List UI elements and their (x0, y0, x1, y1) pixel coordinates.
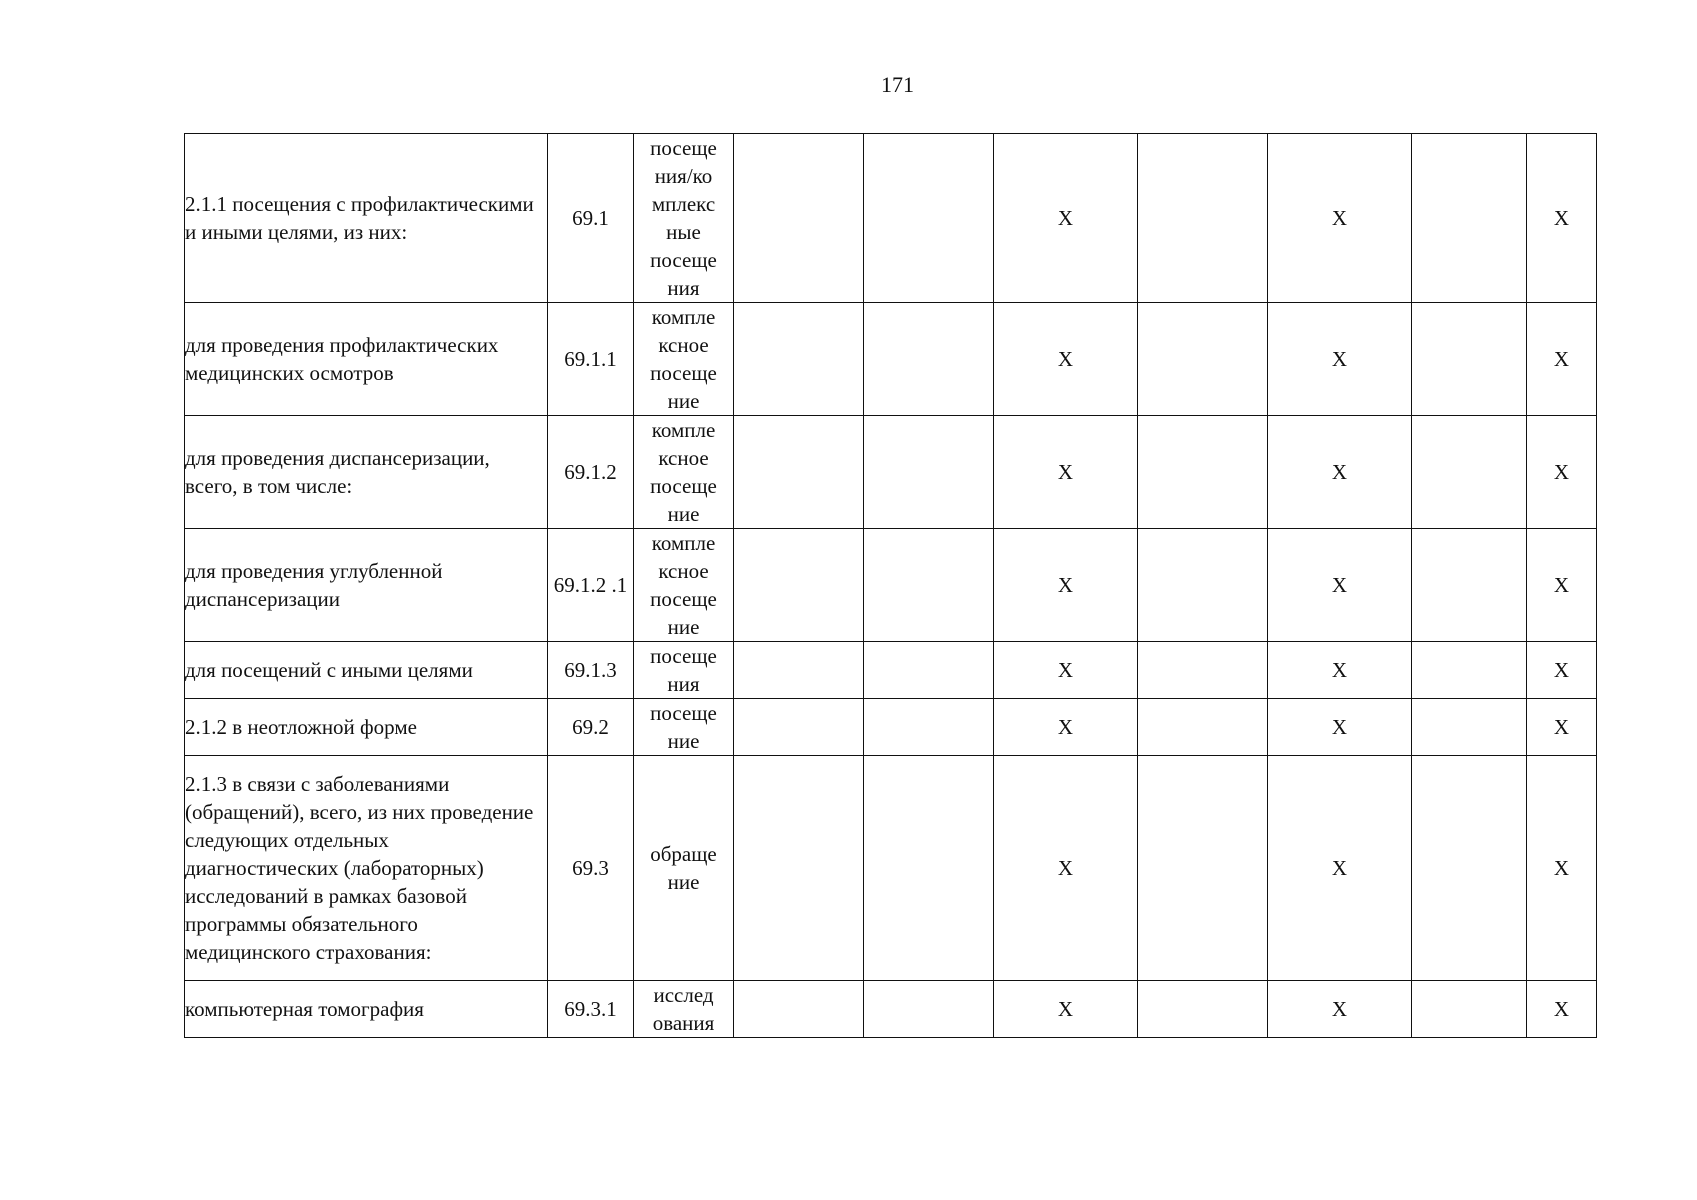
value-cell (734, 981, 864, 1038)
row-code: 69.1.1 (548, 303, 634, 416)
row-unit: исслед ования (634, 981, 734, 1038)
value-cell (864, 416, 994, 529)
value-cell (1138, 756, 1268, 981)
value-cell (864, 981, 994, 1038)
x-mark-cell: X (994, 134, 1138, 303)
row-code: 69.2 (548, 699, 634, 756)
x-mark-cell: X (1268, 529, 1412, 642)
row-unit: посеще ния/ко мплекс ные посеще ния (634, 134, 734, 303)
x-mark-cell: X (994, 303, 1138, 416)
row-name: 2.1.2 в неотложной форме (185, 699, 548, 756)
row-name: 2.1.1 посещения с профилактическими и иными целями, из них: (185, 134, 548, 303)
value-cell (734, 756, 864, 981)
x-mark-cell: X (994, 756, 1138, 981)
table-row (185, 756, 1597, 981)
row-code: 69.3.1 (548, 981, 634, 1038)
row-unit: посеще ние (634, 699, 734, 756)
value-cell (1412, 642, 1527, 699)
value-cell (864, 699, 994, 756)
value-cell (1138, 642, 1268, 699)
page-number: 171 (881, 72, 914, 97)
value-cell (734, 303, 864, 416)
row-code: 69.1 (548, 134, 634, 303)
table-row (185, 529, 1597, 642)
row-name: компьютерная томография (185, 981, 548, 1038)
x-mark-cell: X (994, 699, 1138, 756)
row-unit: обраще ние (634, 756, 734, 981)
x-mark-cell: X (994, 642, 1138, 699)
x-mark-cell: X (994, 416, 1138, 529)
row-code: 69.3 (548, 756, 634, 981)
value-cell (1412, 699, 1527, 756)
value-cell (734, 134, 864, 303)
x-mark-cell: X (1527, 134, 1597, 303)
row-name: для проведения профилактических медицинских осмотров (185, 303, 548, 416)
table-row (185, 303, 1597, 416)
x-mark-cell: X (1527, 303, 1597, 416)
table-row (185, 134, 1597, 303)
value-cell (734, 529, 864, 642)
x-mark-cell: X (1527, 416, 1597, 529)
value-cell (1412, 529, 1527, 642)
value-cell (1138, 529, 1268, 642)
x-mark-cell: X (1527, 981, 1597, 1038)
value-cell (734, 642, 864, 699)
x-mark-cell: X (1527, 699, 1597, 756)
x-mark-cell: X (1527, 756, 1597, 981)
table-row (185, 699, 1597, 756)
table-row (185, 416, 1597, 529)
table-row (185, 981, 1597, 1038)
x-mark-cell: X (1268, 134, 1412, 303)
value-cell (1138, 134, 1268, 303)
value-cell (864, 529, 994, 642)
value-cell (734, 699, 864, 756)
value-cell (734, 416, 864, 529)
row-code: 69.1.3 (548, 642, 634, 699)
row-name: для проведения углубленной диспансеризации (185, 529, 548, 642)
row-name: 2.1.3 в связи с заболеваниями (обращений), всего, из них проведение следующих отдельных диагностических (лабораторных) исследований в рамках базовой программы обязательного медицинского страхования: (185, 756, 548, 981)
x-mark-cell: X (994, 529, 1138, 642)
x-mark-cell: X (1268, 756, 1412, 981)
value-cell (864, 642, 994, 699)
x-mark-cell: X (1268, 416, 1412, 529)
x-mark-cell: X (1268, 981, 1412, 1038)
value-cell (1412, 756, 1527, 981)
row-code: 69.1.2 (548, 416, 634, 529)
value-cell (1412, 416, 1527, 529)
x-mark-cell: X (1527, 642, 1597, 699)
row-unit: компле ксное посеще ние (634, 416, 734, 529)
value-cell (1412, 981, 1527, 1038)
row-unit: компле ксное посеще ние (634, 303, 734, 416)
row-unit: компле ксное посеще ние (634, 529, 734, 642)
row-name: для посещений с иными целями (185, 642, 548, 699)
row-unit: посеще ния (634, 642, 734, 699)
x-mark-cell: X (1268, 303, 1412, 416)
x-mark-cell: X (994, 981, 1138, 1038)
value-cell (864, 303, 994, 416)
value-cell (1138, 416, 1268, 529)
value-cell (1138, 699, 1268, 756)
value-cell (864, 134, 994, 303)
x-mark-cell: X (1268, 642, 1412, 699)
value-cell (1412, 134, 1527, 303)
x-mark-cell: X (1268, 699, 1412, 756)
row-code: 69.1.2 .1 (548, 529, 634, 642)
indicator-table (184, 133, 1597, 1038)
value-cell (1412, 303, 1527, 416)
row-name: для проведения диспансеризации, всего, в том числе: (185, 416, 548, 529)
value-cell (1138, 303, 1268, 416)
value-cell (864, 756, 994, 981)
x-mark-cell: X (1527, 529, 1597, 642)
table-row (185, 642, 1597, 699)
value-cell (1138, 981, 1268, 1038)
